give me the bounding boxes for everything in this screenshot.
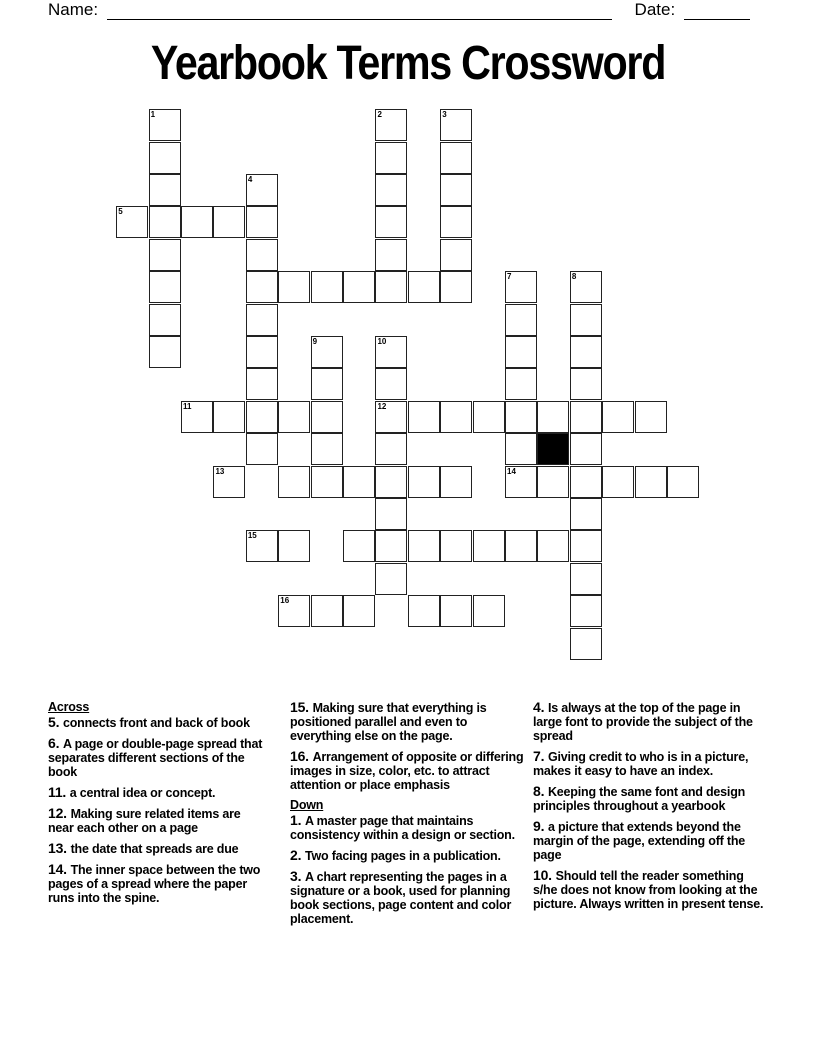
- grid-cell[interactable]: [570, 498, 602, 530]
- grid-cell[interactable]: [149, 142, 181, 174]
- down-clue: [533, 700, 769, 743]
- grid-cell[interactable]: [278, 271, 310, 303]
- grid-cell[interactable]: [440, 530, 472, 562]
- clue-number: 15: [247, 531, 257, 541]
- clue-text: connects front and back of book: [62, 716, 250, 730]
- grid-cell[interactable]: [246, 530, 278, 562]
- grid-cell[interactable]: [440, 109, 472, 141]
- grid-cell[interactable]: [408, 401, 440, 433]
- across-clue: [48, 862, 268, 905]
- grid-cell[interactable]: [570, 271, 602, 303]
- clue-number: 2.: [290, 847, 305, 863]
- down-clue: [533, 784, 769, 813]
- grid-cell[interactable]: [375, 498, 407, 530]
- grid-cell[interactable]: [375, 271, 407, 303]
- clue-number: 7: [507, 272, 512, 282]
- clue-number: 3.: [290, 868, 305, 884]
- grid-cell[interactable]: [343, 271, 375, 303]
- clue-text: A page or double-page spread that separates different sections of the book: [48, 737, 263, 779]
- grid-cell[interactable]: [570, 368, 602, 400]
- grid-cell[interactable]: [375, 368, 407, 400]
- clue-text: Is always at the top of the page in large font to provide the subject of the spread: [533, 701, 753, 743]
- grid-cell[interactable]: [602, 401, 634, 433]
- clue-number: 14.: [48, 861, 71, 877]
- grid-cell[interactable]: [246, 174, 278, 206]
- clue-number: 1: [150, 110, 156, 120]
- grid-cell[interactable]: [278, 401, 310, 433]
- grid-cell[interactable]: [246, 239, 278, 271]
- grid-cell[interactable]: [537, 466, 569, 498]
- clue-text: The inner space between the two pages of a spread where the paper runs into the spine.: [48, 863, 261, 905]
- grid-cell[interactable]: [246, 336, 278, 368]
- grid-cell[interactable]: [570, 628, 602, 660]
- grid-cell[interactable]: [375, 206, 407, 238]
- clue-number: 8.: [533, 783, 548, 799]
- clue-text: Keeping the same font and design principles throughout a yearbook: [533, 785, 746, 813]
- across-clue: [48, 736, 268, 779]
- grid-cell[interactable]: [440, 142, 472, 174]
- clue-text: Giving credit to who is in a picture, makes it easy to have an index.: [533, 750, 749, 778]
- grid-cell[interactable]: [375, 563, 407, 595]
- clue-text: Should tell the reader something s/he does not know from looking at the picture. Always written in present tense.: [533, 869, 764, 911]
- grid-cell[interactable]: [375, 401, 407, 433]
- grid-cell[interactable]: [278, 530, 310, 562]
- grid-cell[interactable]: [149, 336, 181, 368]
- clues-col2: [290, 700, 526, 932]
- black-square: [537, 433, 569, 465]
- grid-cell[interactable]: [570, 466, 602, 498]
- date-label: Date:: [634, 0, 676, 19]
- clue-number: 5.: [48, 714, 63, 730]
- grid-cell[interactable]: [375, 109, 407, 141]
- down-clue: [533, 749, 769, 778]
- grid-cell[interactable]: [440, 206, 472, 238]
- grid-cell[interactable]: [537, 530, 569, 562]
- grid-cell[interactable]: [570, 336, 602, 368]
- grid-cell[interactable]: [149, 304, 181, 336]
- grid-cell[interactable]: [408, 271, 440, 303]
- grid-cell[interactable]: [311, 271, 343, 303]
- grid-cell[interactable]: [505, 336, 537, 368]
- clue-number: 11.: [48, 784, 70, 800]
- grid-cell[interactable]: [311, 368, 343, 400]
- grid-cell[interactable]: [375, 239, 407, 271]
- across-clue: [290, 700, 526, 743]
- clue-number: 13: [215, 466, 225, 476]
- grid-cell[interactable]: [246, 271, 278, 303]
- grid-cell[interactable]: [149, 174, 181, 206]
- clue-text: Two facing pages in a publication.: [304, 849, 501, 863]
- across-clue: [48, 715, 268, 730]
- grid-cell[interactable]: [505, 368, 537, 400]
- clue-text: Making sure related items are near each other on a page: [48, 807, 241, 835]
- grid-cell[interactable]: [375, 530, 407, 562]
- grid-cell[interactable]: [181, 206, 213, 238]
- clue-number: 13.: [48, 840, 71, 856]
- grid-cell[interactable]: [311, 466, 343, 498]
- grid-cell[interactable]: [570, 530, 602, 562]
- grid-cell[interactable]: [149, 239, 181, 271]
- clue-number: 12: [377, 401, 387, 411]
- grid-cell[interactable]: [440, 174, 472, 206]
- grid-cell[interactable]: [440, 271, 472, 303]
- clue-number: 4: [247, 175, 253, 185]
- clue-number: 10: [377, 337, 387, 347]
- down-clues-col3: [533, 700, 769, 917]
- clue-text: Arrangement of opposite or differing images in size, color, etc. to attract attention or place emphasis: [290, 750, 524, 792]
- grid-cell[interactable]: [505, 530, 537, 562]
- grid-cell[interactable]: [149, 271, 181, 303]
- across-clue: [48, 841, 268, 856]
- grid-cell[interactable]: [278, 595, 310, 627]
- clue-text: Making sure that everything is positioned parallel and even to everything else on the page.: [290, 701, 487, 743]
- clue-number: 1.: [290, 812, 305, 828]
- clue-number: 16.: [290, 748, 313, 764]
- clue-number: 14: [507, 466, 516, 476]
- grid-cell[interactable]: [440, 239, 472, 271]
- grid-cell[interactable]: [246, 368, 278, 400]
- clue-text: A chart representing the pages in a signature or a book, used for planning book sections, page content and color placement.: [290, 870, 512, 926]
- grid-cell[interactable]: [246, 304, 278, 336]
- grid-cell[interactable]: [311, 336, 343, 368]
- grid-cell[interactable]: [246, 433, 278, 465]
- down-clue: [533, 868, 769, 911]
- grid-cell[interactable]: [375, 174, 407, 206]
- down-clue: [533, 819, 769, 862]
- grid-cell[interactable]: [505, 304, 537, 336]
- across-clues-col1: [48, 700, 268, 911]
- grid-cell[interactable]: [343, 595, 375, 627]
- clue-number: 6.: [48, 735, 63, 751]
- grid-cell[interactable]: [570, 595, 602, 627]
- grid-cell[interactable]: [116, 206, 148, 238]
- grid-cell[interactable]: [570, 433, 602, 465]
- grid-cell[interactable]: [635, 401, 667, 433]
- down-heading: Down: [290, 798, 324, 812]
- across-heading: Across: [48, 700, 90, 714]
- clue-text: the date that spreads are due: [70, 842, 239, 856]
- grid-cell[interactable]: [213, 206, 245, 238]
- grid-cell[interactable]: [635, 466, 667, 498]
- grid-cell[interactable]: [473, 530, 505, 562]
- across-clue: [48, 785, 268, 800]
- clue-number: 4.: [533, 699, 548, 715]
- clue-number: 16: [280, 596, 290, 606]
- grid-cell[interactable]: [408, 595, 440, 627]
- across-clue: [290, 749, 526, 792]
- grid-cell[interactable]: [570, 401, 602, 433]
- grid-cell[interactable]: [181, 401, 213, 433]
- grid-cell[interactable]: [343, 466, 375, 498]
- grid-cell[interactable]: [505, 466, 537, 498]
- clue-number: 11: [183, 401, 192, 411]
- clue-number: 12.: [48, 805, 71, 821]
- grid-cell[interactable]: [667, 466, 699, 498]
- grid-cell[interactable]: [149, 206, 181, 238]
- grid-cell[interactable]: [505, 433, 537, 465]
- clue-text: a picture that extends beyond the margin of the page, extending off the page: [533, 820, 746, 862]
- clue-number: 7.: [533, 748, 548, 764]
- grid-cell[interactable]: [570, 304, 602, 336]
- across-clue: [48, 806, 268, 835]
- grid-cell[interactable]: [570, 563, 602, 595]
- clue-text: a central idea or concept.: [69, 786, 216, 800]
- grid-cell[interactable]: [537, 401, 569, 433]
- grid-cell[interactable]: [213, 401, 245, 433]
- page-title: Yearbook Terms Crossword: [150, 37, 666, 90]
- grid-cell[interactable]: [311, 401, 343, 433]
- clue-number: 9: [312, 337, 318, 347]
- down-clue: [290, 813, 526, 842]
- grid-cell[interactable]: [602, 466, 634, 498]
- grid-cell[interactable]: [246, 206, 278, 238]
- grid-cell[interactable]: [311, 433, 343, 465]
- grid-cell[interactable]: [343, 530, 375, 562]
- grid-cell[interactable]: [149, 109, 181, 141]
- clue-number: 8: [571, 272, 577, 282]
- clue-number: 2: [377, 110, 382, 120]
- grid-cell[interactable]: [278, 466, 310, 498]
- grid-cell[interactable]: [311, 595, 343, 627]
- grid-cell[interactable]: [408, 530, 440, 562]
- grid-cell[interactable]: [473, 595, 505, 627]
- grid-cell[interactable]: [473, 401, 505, 433]
- grid-cell[interactable]: [440, 401, 472, 433]
- grid-cell[interactable]: [246, 401, 278, 433]
- down-clue: [290, 869, 526, 926]
- clue-number: 9.: [533, 818, 548, 834]
- grid-cell[interactable]: [375, 142, 407, 174]
- name-label: Name:: [48, 0, 99, 19]
- grid-cell[interactable]: [375, 466, 407, 498]
- clue-number: 10.: [533, 867, 556, 883]
- clue-number: 3: [442, 110, 447, 120]
- grid-cell[interactable]: [440, 466, 472, 498]
- grid-cell[interactable]: [440, 595, 472, 627]
- grid-cell[interactable]: [213, 466, 245, 498]
- clue-text: A master page that maintains consistency within a design or section.: [290, 814, 515, 842]
- grid-cell[interactable]: [375, 433, 407, 465]
- clue-number: 15.: [290, 699, 313, 715]
- grid-cell[interactable]: [505, 271, 537, 303]
- grid-cell[interactable]: [505, 401, 537, 433]
- down-clue: [290, 848, 526, 863]
- clue-number: 5: [118, 207, 123, 217]
- grid-cell[interactable]: [375, 336, 407, 368]
- grid-cell[interactable]: [408, 466, 440, 498]
